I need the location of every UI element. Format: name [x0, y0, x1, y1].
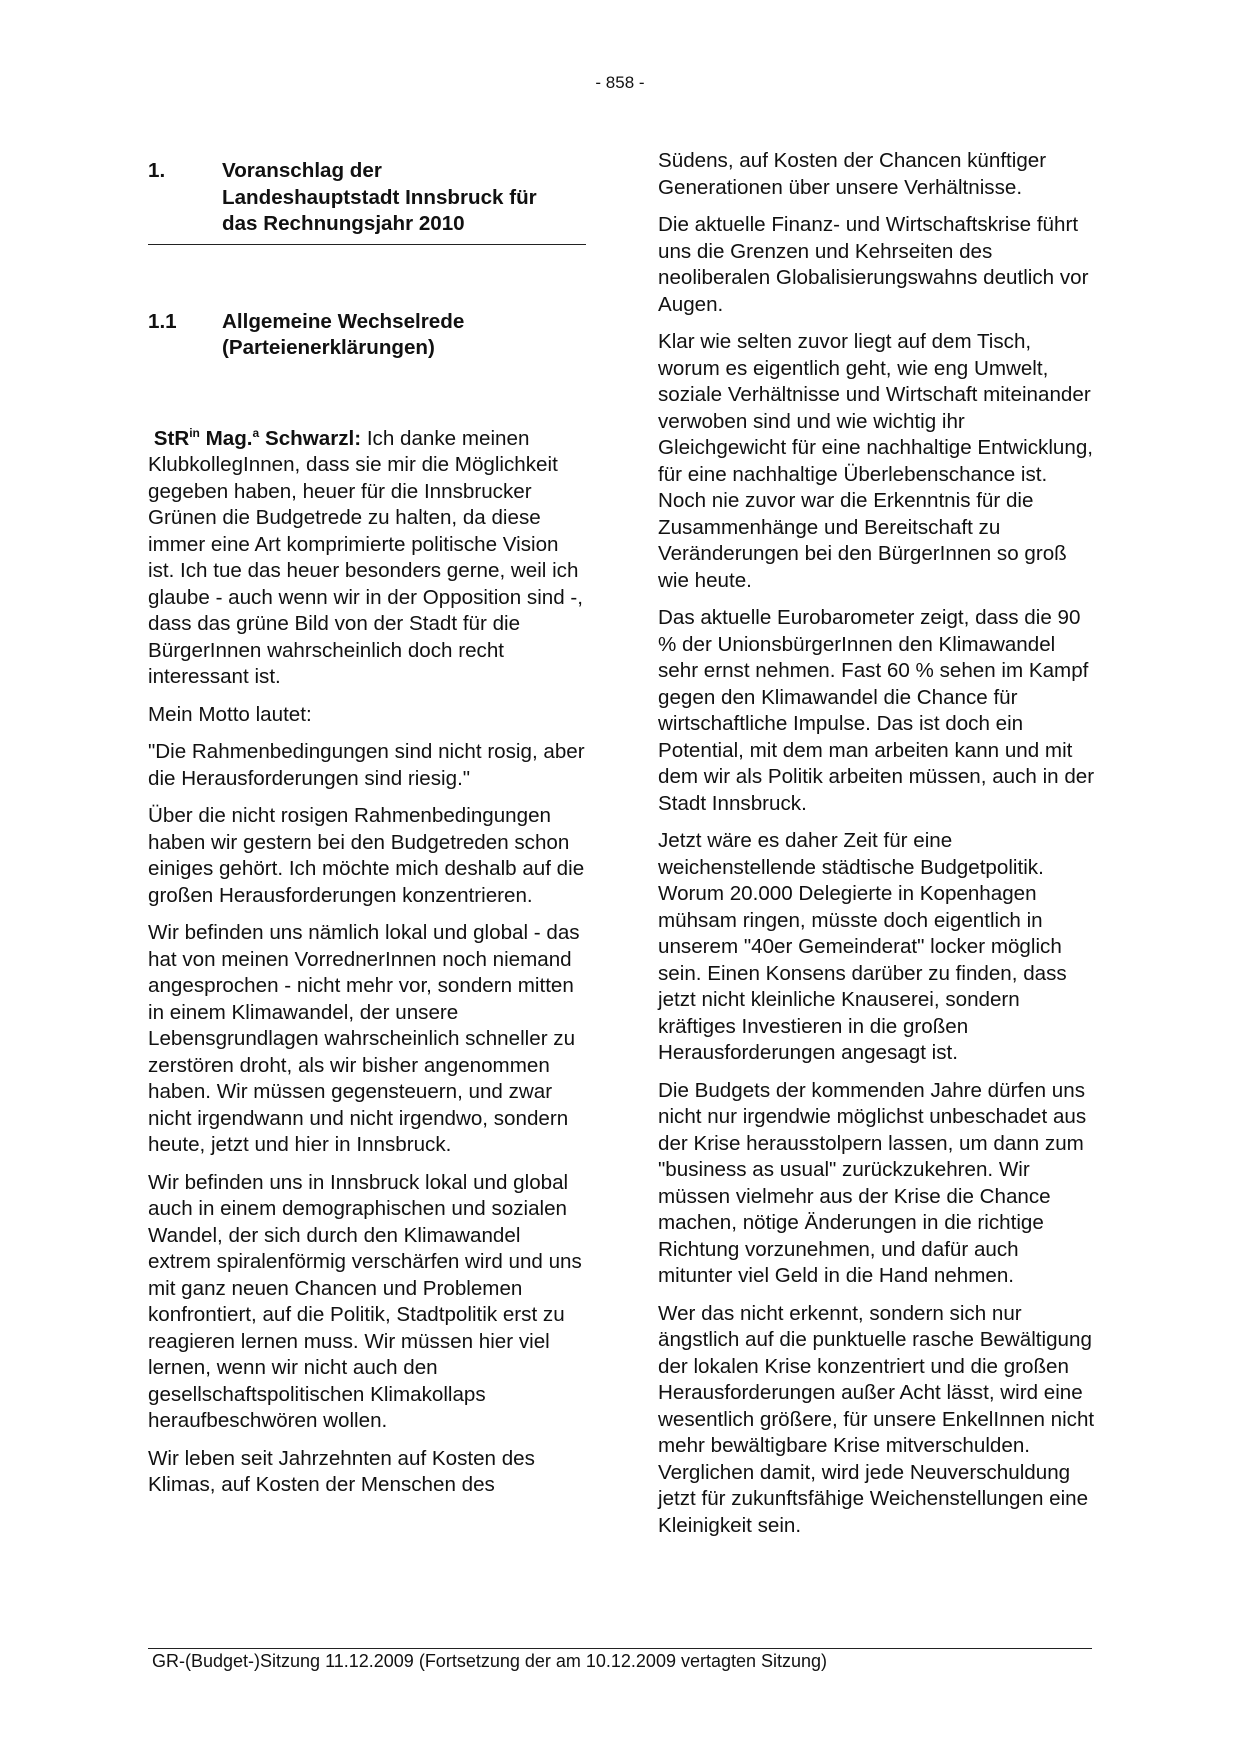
paragraph-text: Ich danke meinen KlubkollegInnen, dass sie mir die Möglichkeit gegeben haben, heuer für die Innsbrucker Grünen die Budgetrede zu halten, da diese immer eine Art komprimierte politische Vision ist. Ich tue das heuer besonders gerne, weil ich glaube - auch wenn wir in der Opposition sind -, dass das grüne Bild von der Stadt für die BürgerInnen wahrscheinlich doch recht interessant ist. [148, 426, 583, 688]
paragraph: Wir leben seit Jahrzehnten auf Kosten des Klimas, auf Kosten der Menschen des [148, 1446, 535, 1496]
paragraph: Jetzt wäre es daher Zeit für eine weichenstellende städtische Budgetpolitik. Worum 20.000 Delegierte in Kopenhagen mühsam ringen, müsste doch eigentlich in unserem "40er Gemeinderat" locker möglich sein. Einen Konsens darüber zu finden, dass jetzt nicht kleinliche Knauserei, sondern kräftiges Investieren in die großen Herausforderungen angesagt ist. [658, 829, 1067, 1064]
paragraph: Wer das nicht erkennt, sondern sich nur ängstlich auf die punktuelle rasche Bewältigung der lokalen Krise konzentriert und die großen Herausforderungen außer Acht lässt, wird eine wesentlich größere, für unsere EnkelInnen nicht mehr bewältigbare Krise mitverschulden. Verglichen damit, wird jede Neuverschuldung jetzt für zukunftsfähige Weichenstellungen eine Kleinigkeit sein. [658, 1301, 1095, 1537]
paragraph: Klar wie selten zuvor liegt auf dem Tisch, worum es eigentlich geht, wie eng Umwelt, soziale Verhältnisse und Wirtschaft miteinander verwoben sind und wie wichtig ihr Gleichgewicht für eine nachhaltige Entwicklung, für eine nachhaltige Überlebenschance ist. Noch nie zuvor war die Erkenntnis für die Zusammenhänge und Bereitschaft zu Veränderungen bei den BürgerInnen so groß wie heute. [658, 330, 1094, 592]
heading-1-number: 1. [148, 159, 166, 182]
paragraph: Südens, auf Kosten der Chancen künftiger Generationen über unsere Verhältnisse. [658, 149, 1047, 199]
footer-divider [148, 1648, 1092, 1649]
paragraph: Mein Motto lautet: [148, 702, 312, 726]
page-number: - 858 - [595, 73, 645, 92]
left-column [148, 158, 586, 1510]
heading-1-1-number: 1.1 [148, 309, 177, 333]
paragraph: Wir befinden uns in Innsbruck lokal und global auch in einem demographischen und sozialen Wandel, der sich durch den Klimawandel extrem spiralenförmig verschärfen wird und uns mit ganz neuen Chancen und Problemen konfrontiert, auf die Politik, Stadtpolitik erst zu reagieren lernen muss. Wir müssen hier viel lernen, wenn wir nicht auch den gesellschaftspolitischen Klimakollaps heraufbeschwören wollen. [148, 1170, 582, 1432]
section-heading-1-1 [148, 309, 586, 362]
motto-quote: "Die Rahmenbedingungen sind nicht rosig, aber die Herausforderungen sind riesig." [148, 740, 585, 790]
speaker-name: StR$^{in}$ Mag.$^a$ Schwarzl: [153, 425, 362, 450]
paragraph: Die aktuelle Finanz- und Wirtschaftskrise führt uns die Grenzen und Kehrseiten des neoliberalen Globalisierungswahns deutlich vor Augen. [658, 213, 1089, 316]
speech-paragraph-1 [148, 426, 586, 691]
heading-1-title: Voranschlag der Landeshauptstadt Innsbruck für das Rechnungsjahr 2010 [222, 159, 537, 235]
right-column [658, 148, 1096, 1550]
paragraph: Die Budgets der kommenden Jahre dürfen uns nicht nur irgendwie möglichst unbeschadet aus der Krise herausstolpern lassen, um dann zum "business as usual" zurückzukehren. Wir müssen vielmehr aus der Krise die Chance machen, nötige Änderungen in die richtige Richtung vorzunehmen, und dafür auch mitunter viel Geld in die Hand nehmen. [658, 1078, 1087, 1287]
section-heading-1 [148, 158, 586, 245]
paragraph: Das aktuelle Eurobarometer zeigt, dass die 90 % der UnionsbürgerInnen den Klimawandel sehr ernst nehmen. Fast 60 % sehen im Kampf gegen den Klimawandel die Chance für wirtschaftliche Impulse. Das ist doch ein Potential, mit dem man arbeiten kann und mit dem wir als Politik arbeiten müssen, auch in der Stadt Innsbruck. [658, 606, 1095, 815]
heading-1-1-title: Allgemeine Wechselrede (Parteienerklärungen) [222, 309, 465, 359]
footer-text: GR-(Budget-)Sitzung 11.12.2009 (Fortsetzung der am 10.12.2009 vertagten Sitzung) [152, 1651, 828, 1671]
paragraph: Wir befinden uns nämlich lokal und global - das hat von meinen VorrednerInnen noch niemand angesprochen - nicht mehr vor, sondern mitten in einem Klimawandel, der unsere Lebensgrundlagen wahrscheinlich schneller zu zerstören droht, als wir bisher angenommen haben. Wir müssen gegensteuern, und zwar nicht irgendwann und nicht irgendwo, sondern heute, jetzt und hier in Innsbruck. [148, 921, 580, 1156]
paragraph: Über die nicht rosigen Rahmenbedingungen haben wir gestern bei den Budgetreden schon einiges gehört. Ich möchte mich deshalb auf die großen Herausforderungen konzentrieren. [148, 804, 585, 907]
